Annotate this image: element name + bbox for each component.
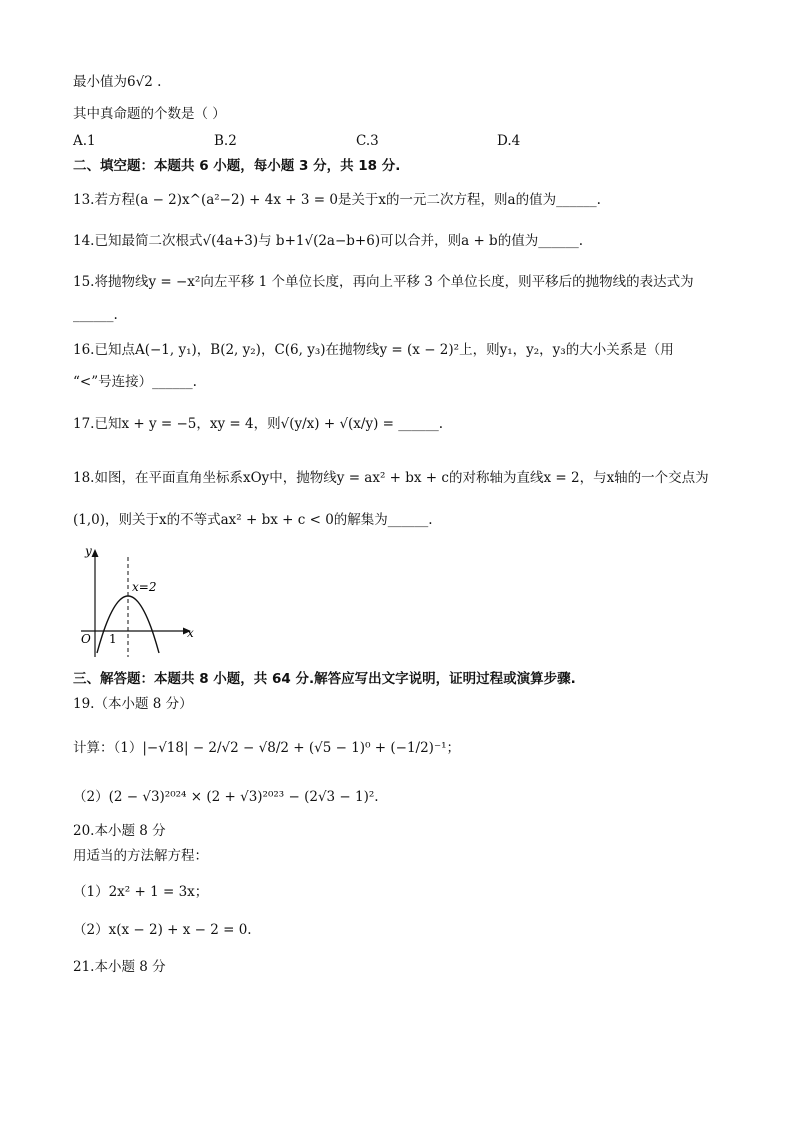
option-a: A.1 [73,133,96,149]
symmetry-axis-label: x=2 [132,580,157,594]
question-14: 14.已知最简二次根式√(4a+3)与 b+1√(2a−b+6)可以合并，则a + b的值为______. [73,233,583,249]
section-heading-fill-in: 二、填空题：本题共 6 小题，每小题 3 分，共 18 分. [73,158,401,174]
option-b: B.2 [214,133,237,149]
question-19: 19.（本小题 8 分） [73,696,193,712]
question-prompt: 其中真命题的个数是（ ） [73,106,226,122]
question-20: 20.本小题 8 分 [73,823,166,839]
question-16-cont: “<”号连接）______. [73,374,197,390]
question-20-part-2: （2）x(x − 2) + x − 2 = 0. [73,922,252,938]
question-19-part-2: （2）(2 − √3)²⁰²⁴ × (2 + √3)²⁰²³ − (2√3 − 1)². [73,789,379,805]
question-17: 17.已知x + y = −5，xy = 4，则√(y/x) + √(x/y) = ______. [73,416,444,432]
question-18: 18.如图，在平面直角坐标系xOy中，抛物线y = ax² + bx + c的对称轴为直线x = 2，与x轴的一个交点为 [73,470,709,486]
x-axis-label: x [187,626,194,640]
x-intercept-label: 1 [109,632,117,646]
question-20-intro: 用适当的方法解方程： [73,848,208,864]
option-d: D.4 [497,133,521,149]
question-15: 15.将抛物线y = −x²向左平移 1 个单位长度，再向上平移 3 个单位长度，则平移后的抛物线的表达式为 [73,274,694,290]
option-c: C.3 [356,133,379,149]
y-axis-label: y [85,545,92,558]
question-13: 13.若方程(a − 2)x^(a²−2) + 4x + 3 = 0是关于x的一元二次方程，则a的值为______. [73,192,601,208]
question-19-part-1: 计算：（1）|−√18| − 2/√2 − √8/2 + (√5 − 1)⁰ + (−1/2)⁻¹； [73,740,460,756]
min-value-line: 最小值为6√2 . [73,74,162,90]
y-axis-arrow-icon [92,549,99,557]
parabola-graph [73,545,203,665]
question-20-part-1: （1）2x² + 1 = 3x； [73,884,209,900]
question-16: 16.已知点A(−1, y₁)，B(2, y₂)，C(6, y₃)在抛物线y = (x − 2)²上，则y₁，y₂，y₃的大小关系是（用 [73,342,674,358]
origin-label: O [81,632,91,646]
section-heading-solutions: 三、解答题：本题共 8 小题，共 64 分.解答应写出文字说明，证明过程或演算步骤. [73,671,576,687]
question-18-cont: (1,0)，则关于x的不等式ax² + bx + c < 0的解集为______. [73,512,433,528]
question-15-blank: ______. [73,307,118,323]
question-21: 21.本小题 8 分 [73,959,166,975]
